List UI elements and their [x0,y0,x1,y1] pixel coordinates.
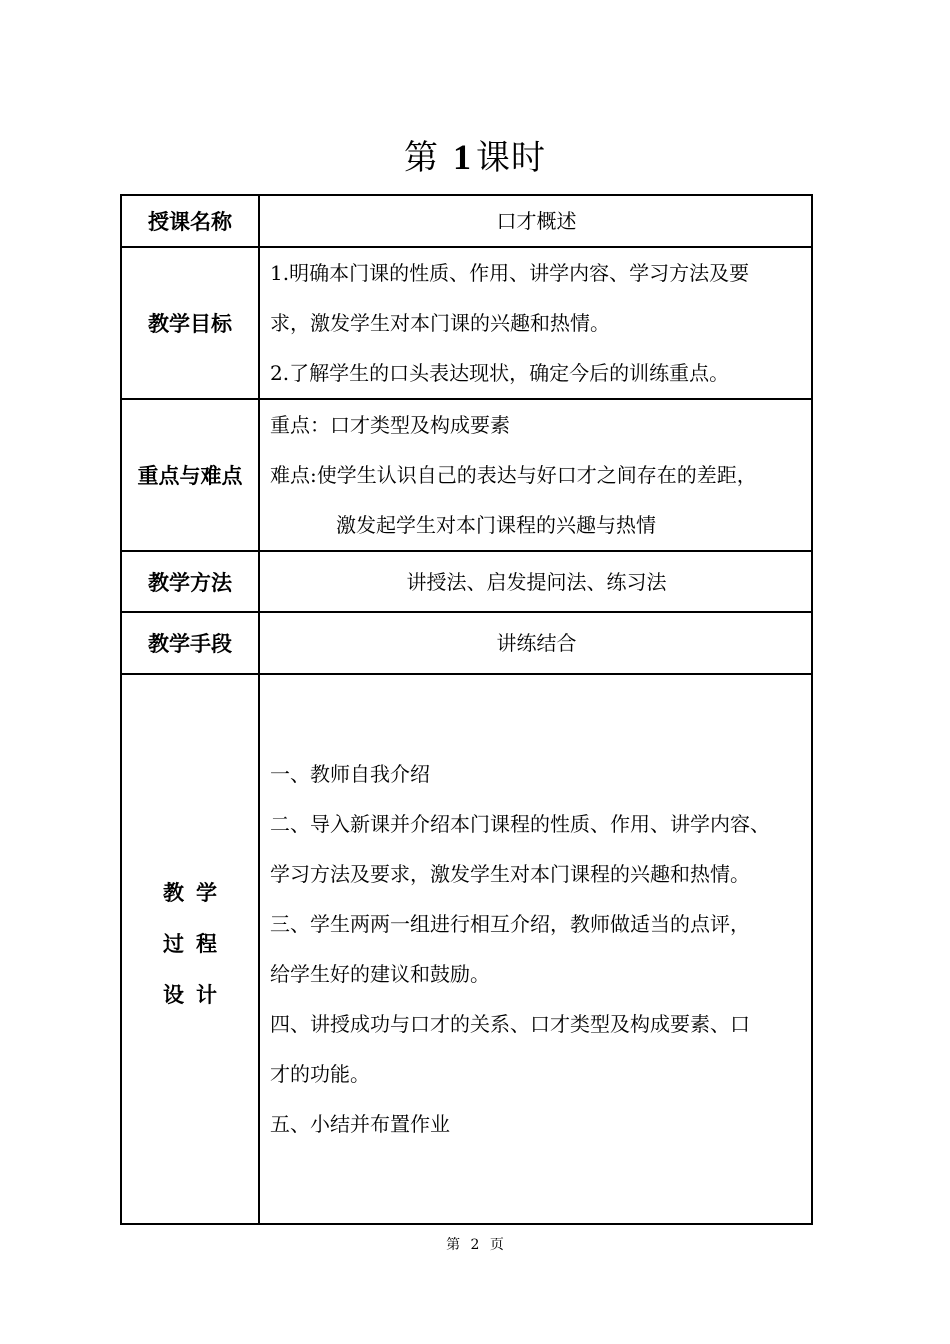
process-line: 才的功能。 [270,1062,370,1086]
teaching-means-label: 教学手段 [121,612,259,674]
row-teaching-means [121,612,812,674]
lesson-plan-table [120,194,813,1225]
process-label-line: 教学 [163,881,229,905]
process-line: 学习方法及要求，激发学生对本门课程的兴趣和热情。 [270,862,750,886]
row-process-design [121,674,812,1224]
row-teaching-goals [121,247,812,399]
process-design-content [259,674,812,1224]
process-line: 五、小结并布置作业 [270,1112,450,1136]
key-point-line: 重点：口才类型及构成要素 [270,413,510,437]
row-course-name [121,195,812,247]
title-number: 1 [453,137,472,177]
goal-line: 1.明确本门课的性质、作用、讲学内容、学习方法及要 [270,261,750,285]
process-line: 一、教师自我介绍 [270,762,430,786]
process-design-label [121,674,259,1224]
process-line: 三、学生两两一组进行相互介绍，教师做适当的点评， [270,912,750,936]
row-teaching-method [121,551,812,612]
goal-line: 2.了解学生的口头表达现状，确定今后的训练重点。 [270,361,730,385]
process-line: 给学生好的建议和鼓励。 [270,962,490,986]
lesson-title [0,130,950,179]
row-key-points [121,399,812,551]
title-suffix: 课时 [476,138,546,178]
process-line: 二、导入新课并介绍本门课程的性质、作用、讲学内容、 [270,812,770,836]
course-name-value: 口才概述 [259,195,812,247]
teaching-method-label: 教学方法 [121,551,259,612]
goal-line: 求，激发学生对本门课的兴趣和热情。 [270,311,610,335]
process-label-line: 过程 [163,932,229,956]
key-points-content [259,399,812,551]
process-line: 四、讲授成功与口才的关系、口才类型及构成要素、口 [270,1012,750,1036]
difficulty-line-cont: 激发起学生对本门课程的兴趣与热情 [336,513,656,537]
course-name-label: 授课名称 [121,195,259,247]
difficulty-line: 难点:使学生认识自己的表达与好口才之间存在的差距， [270,463,757,487]
teaching-goals-content [259,247,812,399]
title-prefix: 第 [404,138,439,178]
teaching-means-value: 讲练结合 [259,612,812,674]
teaching-method-value: 讲授法、启发提问法、练习法 [259,551,812,612]
key-points-label: 重点与难点 [121,399,259,551]
page-number: 第 2 页 [446,1237,504,1253]
process-label-line: 设计 [163,983,229,1007]
teaching-goals-label: 教学目标 [121,247,259,399]
